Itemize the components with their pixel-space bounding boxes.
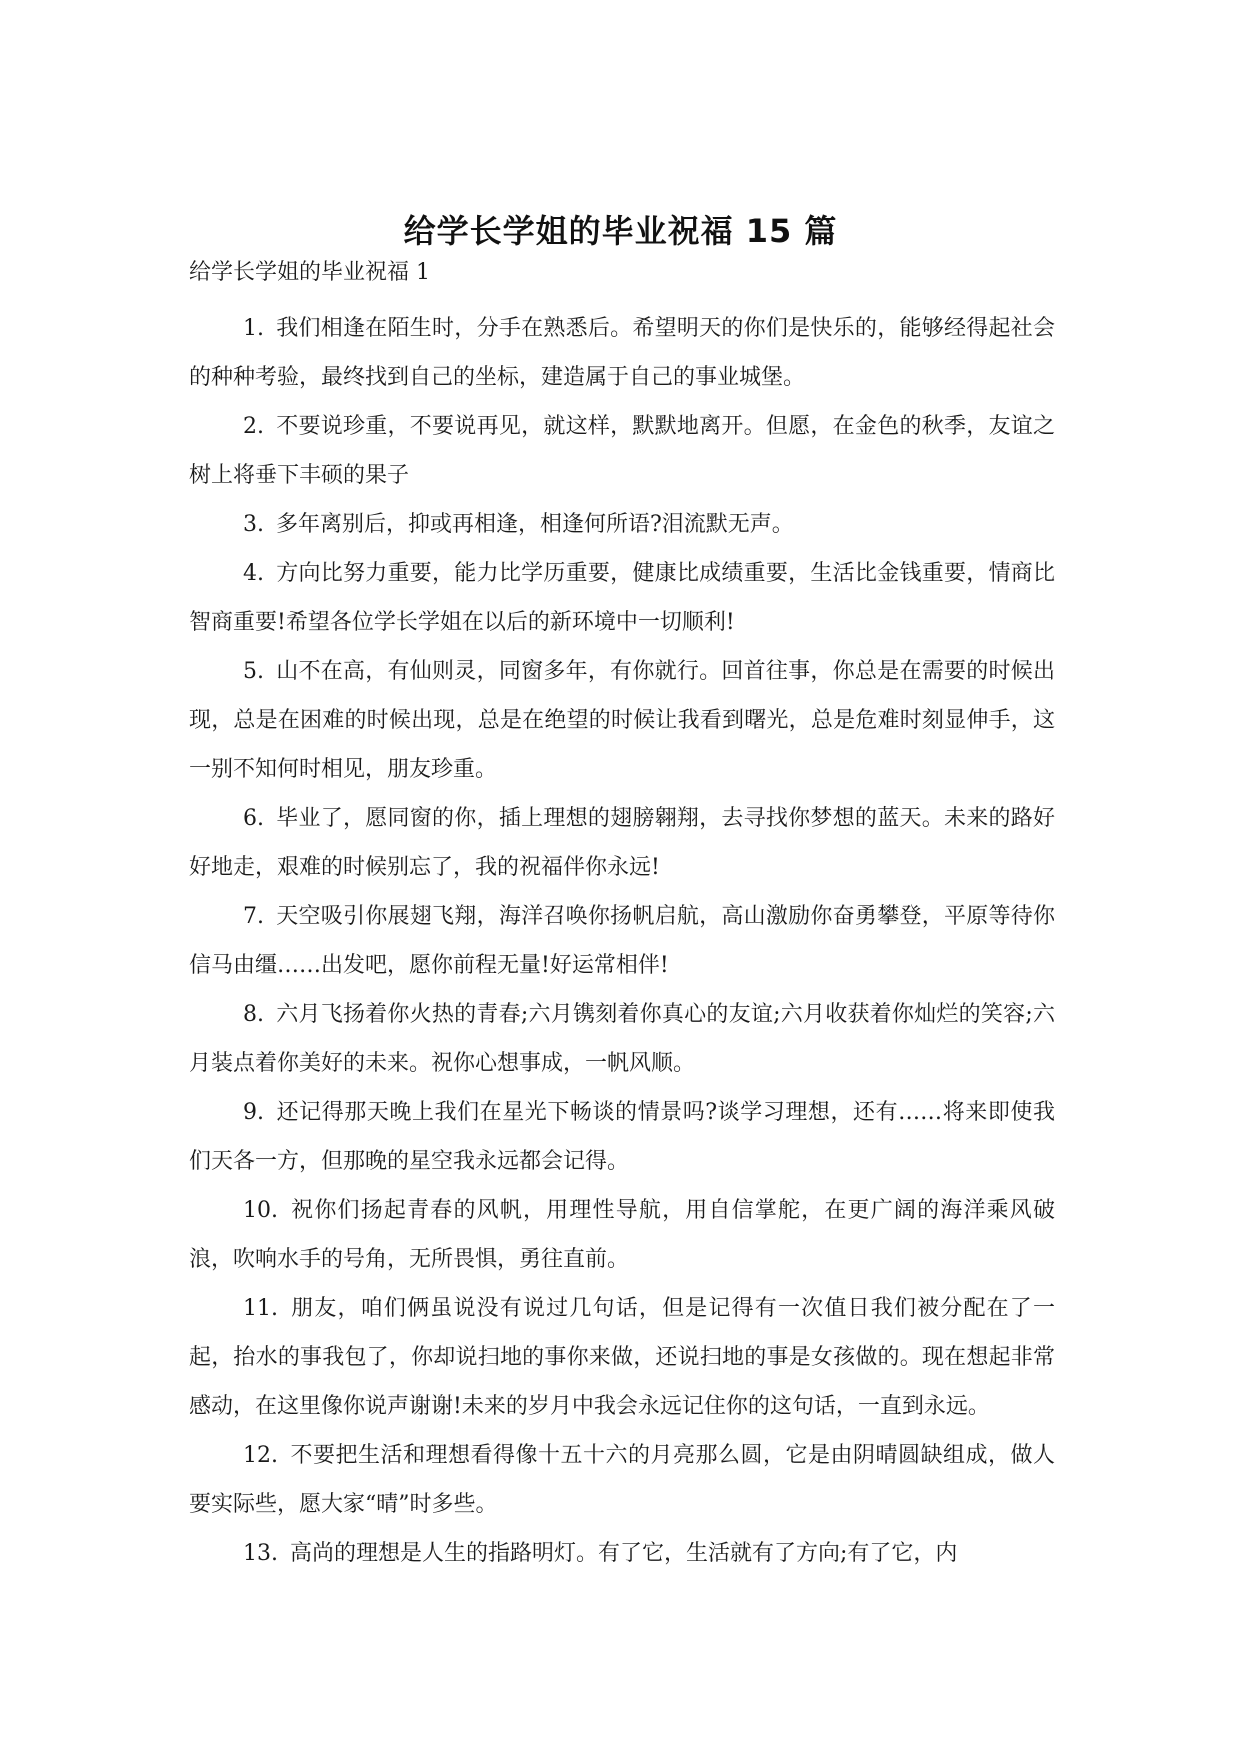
item-number: 5. [243, 659, 264, 684]
item-number: 11. [243, 1296, 278, 1321]
item-number: 6. [243, 806, 264, 831]
list-item [189, 549, 1055, 647]
item-text: 祝你们扬起青春的风帆，用理性导航，用自信掌舵，在更广阔的海洋乘风破浪，吹响水手的号角，无所畏惧，勇往直前。 [189, 1198, 1055, 1272]
list-item [189, 304, 1055, 402]
item-number: 8. [243, 1002, 264, 1027]
item-text: 不要把生活和理想看得像十五十六的月亮那么圆，它是由阴晴圆缺组成，做人要实际些，愿大家“晴”时多些。 [189, 1443, 1055, 1517]
item-number: 13. [243, 1541, 278, 1566]
list-item [189, 500, 1055, 549]
list-item [189, 1186, 1055, 1284]
document-title: 给学长学姐的毕业祝福 15 篇 [403, 212, 838, 251]
document-body [189, 258, 1055, 1578]
list-item [189, 1088, 1055, 1186]
item-text: 朋友，咱们俩虽说没有说过几句话，但是记得有一次值日我们被分配在了一起，抬水的事我包了，你却说扫地的事你来做，还说扫地的事是女孩做的。现在想起非常感动，在这里像你说声谢谢!未来的岁月中我会永远记住你的这句话，一直到永远。 [189, 1296, 1055, 1419]
item-number: 1. [243, 316, 264, 341]
item-number: 7. [243, 904, 264, 929]
item-text: 还记得那天晚上我们在星光下畅谈的情景吗?谈学习理想，还有……将来即使我们天各一方，但那晚的星空我永远都会记得。 [189, 1100, 1055, 1174]
item-text: 高尚的理想是人生的指路明灯。有了它，生活就有了方向;有了它，内 [290, 1541, 958, 1566]
item-text: 多年离别后，抑或再相逢，相逢何所语?泪流默无声。 [276, 512, 794, 537]
item-text: 六月飞扬着你火热的青春;六月镌刻着你真心的友谊;六月收获着你灿烂的笑容;六月装点着你美好的未来。祝你心想事成，一帆风顺。 [189, 1002, 1055, 1076]
list-item [189, 1284, 1055, 1431]
list-item [189, 1529, 1055, 1578]
item-text: 毕业了，愿同窗的你，插上理想的翅膀翱翔，去寻找你梦想的蓝天。未来的路好好地走，艰难的时候别忘了，我的祝福伴你永远! [189, 806, 1055, 880]
item-text: 我们相逢在陌生时，分手在熟悉后。希望明天的你们是快乐的，能够经得起社会的种种考验，最终找到自己的坐标，建造属于自己的事业城堡。 [189, 316, 1055, 390]
item-text: 不要说珍重，不要说再见，就这样，默默地离开。但愿，在金色的秋季，友谊之树上将垂下丰硕的果子 [189, 414, 1055, 488]
item-number: 2. [243, 414, 264, 439]
list-item [189, 402, 1055, 500]
section-heading: 给学长学姐的毕业祝福 1 [189, 260, 430, 285]
item-number: 3. [243, 512, 264, 537]
list-item [189, 1431, 1055, 1529]
item-text: 山不在高，有仙则灵，同窗多年，有你就行。回首往事，你总是在需要的时候出现，总是在困难的时候出现，总是在绝望的时候让我看到曙光，总是危难时刻显伸手，这一别不知何时相见，朋友珍重。 [189, 659, 1055, 782]
item-number: 4. [243, 561, 264, 586]
item-number: 10. [243, 1198, 278, 1223]
list-item [189, 990, 1055, 1088]
item-text: 方向比努力重要，能力比学历重要，健康比成绩重要，生活比金钱重要，情商比智商重要!希望各位学长学姐在以后的新环境中一切顺利! [189, 561, 1055, 635]
item-number: 9. [243, 1100, 264, 1125]
list-item [189, 892, 1055, 990]
item-number: 12. [243, 1443, 278, 1468]
item-text: 天空吸引你展翅飞翔，海洋召唤你扬帆启航，高山激励你奋勇攀登，平原等待你信马由缰……出发吧，愿你前程无量!好运常相伴! [189, 904, 1055, 978]
list-item [189, 794, 1055, 892]
list-item [189, 647, 1055, 794]
